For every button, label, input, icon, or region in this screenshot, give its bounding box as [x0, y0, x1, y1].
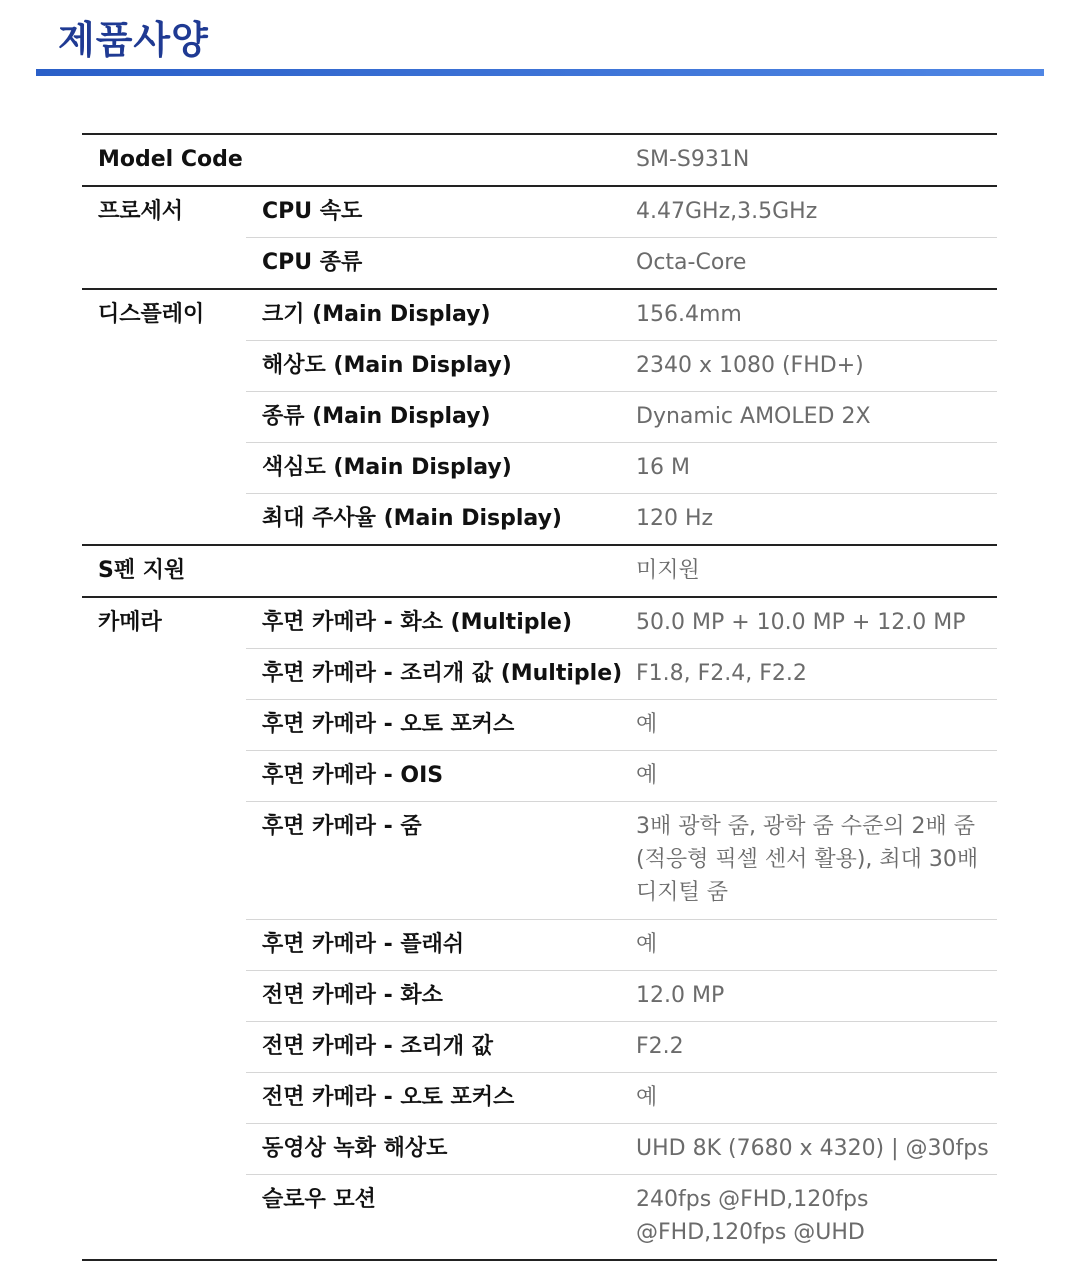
spec-label: 전면 카메라 - 조리개 값 [262, 1034, 494, 1059]
spec-row [246, 135, 997, 185]
spec-value: 16 M [636, 455, 690, 480]
spec-row [246, 290, 997, 340]
section-rows [246, 598, 997, 1259]
page-title: 제품사양 [58, 18, 209, 62]
page-header [36, 0, 1044, 78]
spec-table [82, 133, 997, 1261]
category-label: 프로세서 [98, 199, 184, 224]
spec-label: 크기 (Main Display) [262, 302, 491, 327]
category-label: Model Code [98, 147, 243, 172]
spec-label: 해상도 (Main Display) [262, 353, 512, 378]
spec-value: Dynamic AMOLED 2X [636, 404, 871, 429]
spec-row [246, 970, 997, 1021]
spec-row [246, 919, 997, 970]
spec-row [246, 546, 997, 596]
spec-label: 전면 카메라 - 오토 포커스 [262, 1085, 515, 1110]
spec-label: 후면 카메라 - OIS [262, 763, 444, 788]
spec-label: 종류 (Main Display) [262, 404, 491, 429]
section-camera [82, 596, 997, 1261]
spec-value: 미지원 [636, 558, 700, 583]
spec-label: 동영상 녹화 해상도 [262, 1136, 448, 1161]
spec-value: 3배 광학 줌, 광학 줌 수준의 2배 줌(적응형 픽셀 센서 활용), 최대 30배 디지털 줌 [636, 814, 979, 905]
section-rows [246, 135, 997, 185]
section-s-pen [82, 544, 997, 596]
spec-label: 후면 카메라 - 오토 포커스 [262, 712, 515, 737]
category-label: S펜 지원 [98, 558, 186, 583]
spec-label: 후면 카메라 - 플래쉬 [262, 932, 465, 957]
category-label: 카메라 [98, 610, 162, 635]
spec-row [246, 648, 997, 699]
spec-value: 예 [636, 712, 658, 737]
spec-value: 예 [636, 1085, 658, 1110]
spec-row [246, 1021, 997, 1072]
spec-value: 예 [636, 932, 658, 957]
spec-value: UHD 8K (7680 x 4320) | @30fps [636, 1136, 989, 1161]
spec-value: 2340 x 1080 (FHD+) [636, 353, 864, 378]
spec-row [246, 801, 997, 919]
spec-value: F2.2 [636, 1034, 684, 1059]
spec-value: 120 Hz [636, 506, 714, 531]
spec-label: 최대 주사율 (Main Display) [262, 506, 562, 531]
section-model-code [82, 133, 997, 185]
spec-label: CPU 속도 [262, 199, 363, 224]
section-display [82, 288, 997, 544]
section-rows [246, 290, 997, 544]
spec-row [246, 391, 997, 442]
spec-row [246, 699, 997, 750]
spec-row [246, 1174, 997, 1259]
spec-row [246, 1072, 997, 1123]
spec-row [246, 750, 997, 801]
spec-label [246, 135, 636, 185]
spec-row [246, 340, 997, 391]
spec-value: 156.4mm [636, 302, 742, 327]
spec-value: 4.47GHz,3.5GHz [636, 199, 818, 224]
spec-row [246, 598, 997, 648]
spec-row [246, 187, 997, 237]
section-processor [82, 185, 997, 288]
spec-label: 슬로우 모션 [262, 1187, 376, 1212]
section-rows [246, 187, 997, 288]
spec-label [246, 546, 636, 596]
spec-label: 전면 카메라 - 화소 [262, 983, 443, 1008]
category-label: 디스플레이 [98, 302, 205, 327]
spec-label: 후면 카메라 - 화소 (Multiple) [262, 610, 573, 635]
spec-value: Octa-Core [636, 250, 747, 275]
spec-row [246, 237, 997, 288]
title-underline [36, 69, 1044, 76]
spec-row [246, 1123, 997, 1174]
spec-value: 12.0 MP [636, 983, 725, 1008]
spec-label: 색심도 (Main Display) [262, 455, 512, 480]
spec-row [246, 442, 997, 493]
spec-value: 240fps @FHD,120fps @FHD,120fps @UHD [636, 1187, 869, 1245]
spec-value: SM-S931N [636, 147, 750, 172]
spec-label: 후면 카메라 - 조리개 값 (Multiple) [262, 661, 623, 686]
spec-value: 예 [636, 763, 658, 788]
spec-label: CPU 종류 [262, 250, 363, 275]
spec-row [246, 493, 997, 544]
spec-label: 후면 카메라 - 줌 [262, 814, 422, 839]
spec-value: 50.0 MP + 10.0 MP + 12.0 MP [636, 610, 966, 635]
section-rows [246, 546, 997, 596]
spec-value: F1.8, F2.4, F2.2 [636, 661, 807, 686]
